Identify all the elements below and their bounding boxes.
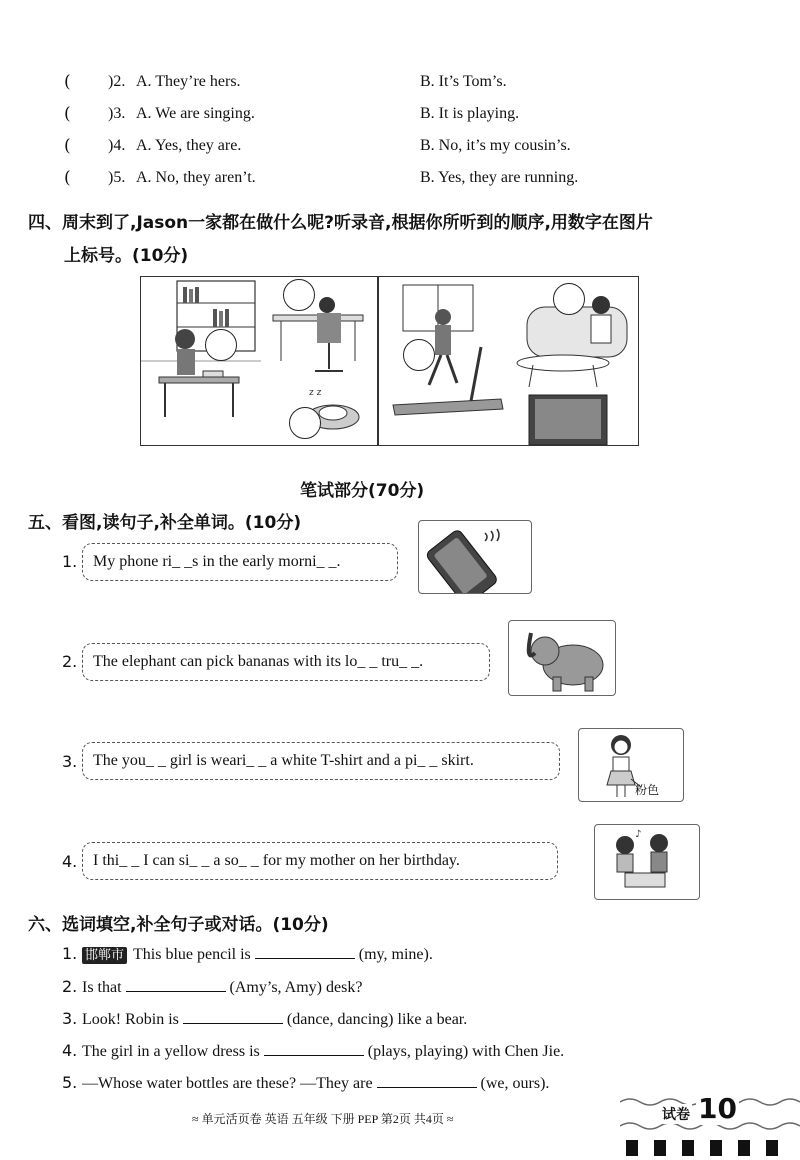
answer-circle[interactable] xyxy=(553,283,585,315)
sentence-box[interactable] xyxy=(82,842,558,880)
section4-title-line2: 上标号。(10分) xyxy=(64,246,189,266)
pink-color-label: 粉色 xyxy=(635,783,660,797)
answer-blank[interactable] xyxy=(126,977,226,992)
sentence-before: —Whose water bottles are these? —They are xyxy=(82,1075,373,1092)
family-activities-picture xyxy=(140,276,639,446)
svg-text:z z: z z xyxy=(309,388,322,398)
sentence-before: Is that xyxy=(82,979,122,996)
part3-option-b: B. It’s Tom’s. xyxy=(420,73,507,90)
fill-sentence xyxy=(82,1073,549,1093)
fill-sentence xyxy=(82,1041,564,1061)
sentence-before: The girl in a yellow dress is xyxy=(82,1043,260,1060)
part3-item-num: )3. xyxy=(108,105,126,122)
section4-title: 四、周末到了,Jason一家都在做什么呢?听录音,根据你所听到的顺序,用数字在图片 xyxy=(28,213,653,233)
sentence-after: (plays, playing) with Chen Jie. xyxy=(367,1043,565,1060)
sentence-text: The elephant can pick bananas with its lo_ _ tru_ _. xyxy=(93,653,424,670)
section6-item-num: 5. xyxy=(62,1073,78,1092)
svg-text:♪: ♪ xyxy=(635,829,642,840)
answer-circle[interactable] xyxy=(403,339,435,371)
elephant-icon xyxy=(509,621,615,695)
section6-item-num: 4. xyxy=(62,1041,78,1060)
answer-circle[interactable] xyxy=(205,329,237,361)
birthday-singing-icon xyxy=(595,825,699,899)
section6-title: 六、选词填空,补全句子或对话。(10分) xyxy=(28,915,329,935)
section5-item-num: 4. xyxy=(62,852,78,871)
sentence-after: (we, ours). xyxy=(480,1075,550,1092)
section5-item-num: 2. xyxy=(62,652,78,671)
phone-picture xyxy=(418,520,532,594)
part3-option-a: A. No, they aren’t. xyxy=(136,169,256,186)
test-label: 试卷 xyxy=(660,1104,692,1124)
part3-item-num: )2. xyxy=(108,73,126,90)
part3-option-a: A. They’re hers. xyxy=(136,73,241,90)
ringing-phone-icon xyxy=(419,521,531,593)
answer-paren: ( xyxy=(64,104,71,124)
page-footer: ≈ 单元活页卷 英语 五年级 下册 PEP 第2页 共4页 ≈ xyxy=(192,1112,454,1126)
elephant-picture xyxy=(508,620,616,696)
sentence-text: My phone ri_ _s in the early morni_ _. xyxy=(93,553,341,570)
sentence-before: This blue pencil is xyxy=(133,946,251,963)
birthday-picture xyxy=(594,824,700,900)
part3-item-num: )4. xyxy=(108,137,126,154)
part3-option-a: A. We are singing. xyxy=(136,105,255,122)
section5-title: 五、看图,读句子,补全单词。(10分) xyxy=(28,513,302,533)
girl-icon xyxy=(579,729,683,801)
sentence-box[interactable] xyxy=(82,543,398,581)
sentence-after: (dance, dancing) like a bear. xyxy=(286,1011,468,1028)
section6-item-num: 1. xyxy=(62,944,78,963)
answer-paren: ( xyxy=(64,72,71,92)
part3-item-num: )5. xyxy=(108,169,126,186)
section5-item-num: 1. xyxy=(62,552,78,571)
answer-blank[interactable] xyxy=(264,1041,364,1056)
fill-sentence xyxy=(82,944,433,964)
sentence-after: (my, mine). xyxy=(358,946,433,963)
girl-picture xyxy=(578,728,684,802)
answer-blank[interactable] xyxy=(183,1009,283,1024)
sentence-before: Look! Robin is xyxy=(82,1011,179,1028)
sentence-after: (Amy’s, Amy) desk? xyxy=(229,979,363,996)
sentence-text: I thi_ _ I can si_ _ a so_ _ for my mother on her birthday. xyxy=(93,852,460,869)
answer-paren: ( xyxy=(64,136,71,156)
fill-sentence xyxy=(82,977,362,997)
section6-item-num: 3. xyxy=(62,1009,78,1028)
sentence-text: The you_ _ girl is weari_ _ a white T-shirt and a pi_ _ skirt. xyxy=(93,752,474,769)
sentence-box[interactable] xyxy=(82,643,490,681)
fill-sentence xyxy=(82,1009,467,1029)
answer-circle[interactable] xyxy=(283,279,315,311)
part3-option-a: A. Yes, they are. xyxy=(136,137,242,154)
answer-paren: ( xyxy=(64,168,71,188)
test-number: 10 xyxy=(698,1092,737,1125)
part3-option-b: B. No, it’s my cousin’s. xyxy=(420,137,571,154)
answer-blank[interactable] xyxy=(255,944,355,959)
section5-item-num: 3. xyxy=(62,752,78,771)
sentence-box[interactable] xyxy=(82,742,560,780)
written-part-heading: 笔试部分(70分) xyxy=(300,481,425,501)
part3-option-b: B. Yes, they are running. xyxy=(420,169,579,186)
section6-item-num: 2. xyxy=(62,977,78,996)
test-number-badge xyxy=(620,1094,800,1156)
answer-circle[interactable] xyxy=(289,407,321,439)
city-tag: 邯郸市 xyxy=(82,947,127,964)
answer-blank[interactable] xyxy=(377,1073,477,1088)
part3-option-b: B. It is playing. xyxy=(420,105,520,122)
